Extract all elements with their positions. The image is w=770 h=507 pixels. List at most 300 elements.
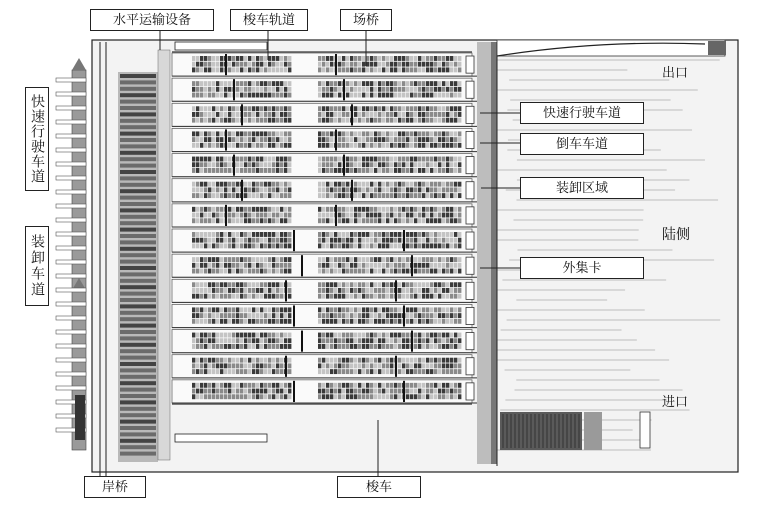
container	[342, 257, 345, 262]
container	[346, 282, 349, 287]
container	[398, 62, 401, 67]
container	[438, 137, 441, 142]
container	[350, 93, 353, 98]
container	[280, 106, 283, 111]
container	[192, 282, 195, 287]
container	[422, 87, 425, 92]
container	[248, 131, 251, 136]
container	[322, 93, 325, 98]
container	[204, 313, 207, 318]
container	[454, 157, 457, 162]
container	[346, 131, 349, 136]
yard-crane	[285, 280, 287, 301]
container	[450, 106, 453, 111]
container	[248, 263, 251, 268]
container	[208, 319, 211, 324]
container	[342, 207, 345, 212]
container	[354, 313, 357, 318]
container	[220, 358, 223, 363]
container	[398, 56, 401, 61]
container	[358, 338, 361, 343]
container	[426, 168, 429, 173]
container	[268, 56, 271, 61]
container	[330, 238, 333, 243]
container	[204, 81, 207, 86]
container	[378, 288, 381, 293]
container	[354, 213, 357, 218]
container	[370, 282, 373, 287]
container	[442, 369, 445, 374]
container	[248, 333, 251, 338]
container	[346, 187, 349, 192]
container	[196, 93, 199, 98]
bottom-marker-box	[175, 434, 267, 442]
container	[362, 282, 365, 287]
container	[350, 56, 353, 61]
container	[288, 282, 291, 287]
container	[192, 207, 195, 212]
container	[322, 243, 325, 248]
container	[402, 56, 405, 61]
container	[318, 182, 321, 187]
container	[414, 62, 417, 67]
container	[260, 56, 263, 61]
container	[378, 157, 381, 162]
land-lane-dark	[491, 42, 497, 464]
container	[200, 282, 203, 287]
container	[288, 131, 291, 136]
container	[390, 106, 393, 111]
container	[410, 383, 413, 388]
container	[450, 118, 453, 123]
container	[280, 67, 283, 72]
container	[386, 369, 389, 374]
container	[264, 168, 267, 173]
container	[422, 106, 425, 111]
container	[338, 389, 341, 394]
container	[192, 257, 195, 262]
container	[208, 288, 211, 293]
container	[268, 67, 271, 72]
container	[378, 93, 381, 98]
container	[450, 294, 453, 299]
container	[236, 243, 239, 248]
container	[370, 338, 373, 343]
transport-vehicle	[120, 330, 156, 334]
container	[200, 383, 203, 388]
container	[454, 333, 457, 338]
container	[370, 162, 373, 167]
container	[334, 187, 337, 192]
container	[386, 81, 389, 86]
container	[406, 143, 409, 148]
container	[200, 344, 203, 349]
container	[216, 344, 219, 349]
container	[430, 238, 433, 243]
container	[212, 394, 215, 399]
container	[410, 307, 413, 312]
container	[386, 56, 389, 61]
container	[422, 394, 425, 399]
container	[334, 81, 337, 86]
transport-vehicle	[120, 311, 156, 315]
container	[430, 182, 433, 187]
container	[342, 238, 345, 243]
container	[200, 358, 203, 363]
container	[216, 162, 219, 167]
container	[276, 394, 279, 399]
container	[382, 263, 385, 268]
container	[268, 106, 271, 111]
container	[288, 288, 291, 293]
container	[378, 143, 381, 148]
container	[200, 187, 203, 192]
container	[458, 358, 461, 363]
container	[378, 118, 381, 123]
container	[390, 313, 393, 318]
container	[450, 131, 453, 136]
container	[374, 263, 377, 268]
container	[192, 394, 195, 399]
container	[204, 269, 207, 274]
container	[232, 213, 235, 218]
container	[390, 62, 393, 67]
container	[284, 307, 287, 312]
container	[240, 282, 243, 287]
container	[244, 319, 247, 324]
container	[382, 369, 385, 374]
container	[208, 344, 211, 349]
container	[224, 106, 227, 111]
container	[442, 218, 445, 223]
container	[252, 187, 255, 192]
container	[370, 218, 373, 223]
container	[232, 56, 235, 61]
container	[318, 56, 321, 61]
container	[208, 333, 211, 338]
container	[248, 207, 251, 212]
container	[268, 232, 271, 237]
container	[240, 288, 243, 293]
container	[362, 263, 365, 268]
container	[330, 358, 333, 363]
container	[330, 294, 333, 299]
container	[342, 131, 345, 136]
container	[398, 358, 401, 363]
container	[362, 182, 365, 187]
container	[280, 213, 283, 218]
container	[346, 383, 349, 388]
container	[370, 207, 373, 212]
container	[228, 93, 231, 98]
container	[256, 282, 259, 287]
container	[322, 168, 325, 173]
container	[430, 118, 433, 123]
container	[410, 157, 413, 162]
container	[454, 383, 457, 388]
container	[350, 394, 353, 399]
container	[276, 162, 279, 167]
container	[370, 93, 373, 98]
container	[280, 143, 283, 148]
container	[374, 319, 377, 324]
container	[422, 294, 425, 299]
container	[256, 238, 259, 243]
container	[200, 369, 203, 374]
container	[454, 143, 457, 148]
crane-boom	[56, 162, 86, 166]
container	[232, 137, 235, 142]
container	[382, 232, 385, 237]
container	[232, 389, 235, 394]
container	[192, 358, 195, 363]
container	[426, 182, 429, 187]
container	[374, 333, 377, 338]
yard-crane	[293, 381, 295, 402]
container	[284, 62, 287, 67]
container	[200, 62, 203, 67]
container	[370, 62, 373, 67]
container	[370, 168, 373, 173]
transport-vehicle	[120, 164, 156, 168]
container	[248, 137, 251, 142]
container	[362, 319, 365, 324]
container	[354, 162, 357, 167]
container	[418, 56, 421, 61]
container	[216, 87, 219, 92]
truck-slot	[466, 81, 474, 98]
container	[358, 313, 361, 318]
container	[196, 162, 199, 167]
label-left-fast-lane-text: 快速行驶车道	[29, 94, 46, 184]
container	[438, 269, 441, 274]
container	[358, 137, 361, 142]
container	[334, 182, 337, 187]
container	[394, 383, 397, 388]
container	[378, 338, 381, 343]
container	[422, 67, 425, 72]
container	[220, 93, 223, 98]
container	[414, 218, 417, 223]
container	[378, 218, 381, 223]
container	[264, 193, 267, 198]
container	[406, 319, 409, 324]
container	[394, 62, 397, 67]
container	[240, 168, 243, 173]
container	[334, 168, 337, 173]
container	[264, 67, 267, 72]
container	[446, 168, 449, 173]
container	[394, 338, 397, 343]
container	[318, 67, 321, 72]
container	[454, 93, 457, 98]
container	[318, 338, 321, 343]
container	[284, 243, 287, 248]
container	[196, 383, 199, 388]
container	[458, 143, 461, 148]
container	[402, 143, 405, 148]
container	[406, 137, 409, 142]
container	[362, 307, 365, 312]
container	[350, 62, 353, 67]
container	[236, 137, 239, 142]
container	[342, 56, 345, 61]
container	[414, 106, 417, 111]
container	[382, 162, 385, 167]
container	[374, 389, 377, 394]
container	[418, 218, 421, 223]
container	[224, 162, 227, 167]
container	[406, 87, 409, 92]
container	[410, 168, 413, 173]
container	[204, 93, 207, 98]
container	[438, 307, 441, 312]
container	[284, 187, 287, 192]
container	[284, 67, 287, 72]
container	[322, 294, 325, 299]
container	[288, 369, 291, 374]
crane-boom	[56, 176, 86, 180]
container	[236, 363, 239, 368]
container	[322, 187, 325, 192]
container	[236, 162, 239, 167]
container	[454, 319, 457, 324]
container	[382, 218, 385, 223]
container	[342, 187, 345, 192]
container	[330, 81, 333, 86]
container	[276, 106, 279, 111]
container	[252, 112, 255, 117]
container	[430, 157, 433, 162]
container	[252, 143, 255, 148]
container	[406, 67, 409, 72]
container	[244, 207, 247, 212]
container	[334, 282, 337, 287]
yard-crane	[225, 54, 227, 75]
container	[410, 162, 413, 167]
container	[414, 207, 417, 212]
container	[390, 238, 393, 243]
container	[330, 369, 333, 374]
container	[414, 137, 417, 142]
container	[454, 137, 457, 142]
container	[212, 182, 215, 187]
container	[326, 288, 329, 293]
container	[288, 137, 291, 142]
container	[430, 207, 433, 212]
container	[410, 187, 413, 192]
container	[330, 67, 333, 72]
container	[252, 358, 255, 363]
container	[322, 143, 325, 148]
container	[346, 238, 349, 243]
container	[192, 213, 195, 218]
container	[390, 263, 393, 268]
container	[362, 243, 365, 248]
container	[350, 282, 353, 287]
container	[358, 363, 361, 368]
container	[284, 168, 287, 173]
container	[346, 157, 349, 162]
container	[454, 182, 457, 187]
container	[418, 106, 421, 111]
container	[410, 358, 413, 363]
container	[232, 187, 235, 192]
container	[422, 62, 425, 67]
container	[382, 56, 385, 61]
container	[208, 294, 211, 299]
container	[366, 363, 369, 368]
container	[374, 338, 377, 343]
container	[374, 162, 377, 167]
container	[248, 238, 251, 243]
container	[454, 193, 457, 198]
container	[338, 232, 341, 237]
container	[220, 344, 223, 349]
container	[386, 383, 389, 388]
container	[208, 143, 211, 148]
container	[458, 162, 461, 167]
container	[212, 112, 215, 117]
container	[426, 87, 429, 92]
container	[236, 93, 239, 98]
container	[406, 93, 409, 98]
container	[426, 187, 429, 192]
transport-vehicle	[120, 119, 156, 123]
container	[414, 112, 417, 117]
transport-vehicle	[120, 132, 156, 136]
transport-vehicle	[120, 266, 156, 270]
container	[442, 182, 445, 187]
container	[276, 338, 279, 343]
container	[244, 344, 247, 349]
container	[256, 67, 259, 72]
container	[426, 319, 429, 324]
container	[264, 338, 267, 343]
container	[334, 383, 337, 388]
container	[256, 369, 259, 374]
container	[228, 358, 231, 363]
container	[438, 338, 441, 343]
crane-boom	[56, 274, 86, 278]
container	[338, 56, 341, 61]
container	[378, 243, 381, 248]
container	[430, 168, 433, 173]
container	[318, 319, 321, 324]
container	[268, 81, 271, 86]
container	[422, 333, 425, 338]
container	[220, 319, 223, 324]
container	[402, 162, 405, 167]
container	[260, 394, 263, 399]
container	[434, 363, 437, 368]
container	[228, 81, 231, 86]
container	[386, 358, 389, 363]
container	[272, 338, 275, 343]
container	[386, 307, 389, 312]
crane-boom	[56, 120, 86, 124]
container	[402, 87, 405, 92]
crane-boom	[56, 190, 86, 194]
container	[350, 87, 353, 92]
container	[236, 358, 239, 363]
container	[318, 168, 321, 173]
container	[350, 288, 353, 293]
container	[272, 389, 275, 394]
container	[244, 143, 247, 148]
container	[264, 238, 267, 243]
container	[288, 363, 291, 368]
